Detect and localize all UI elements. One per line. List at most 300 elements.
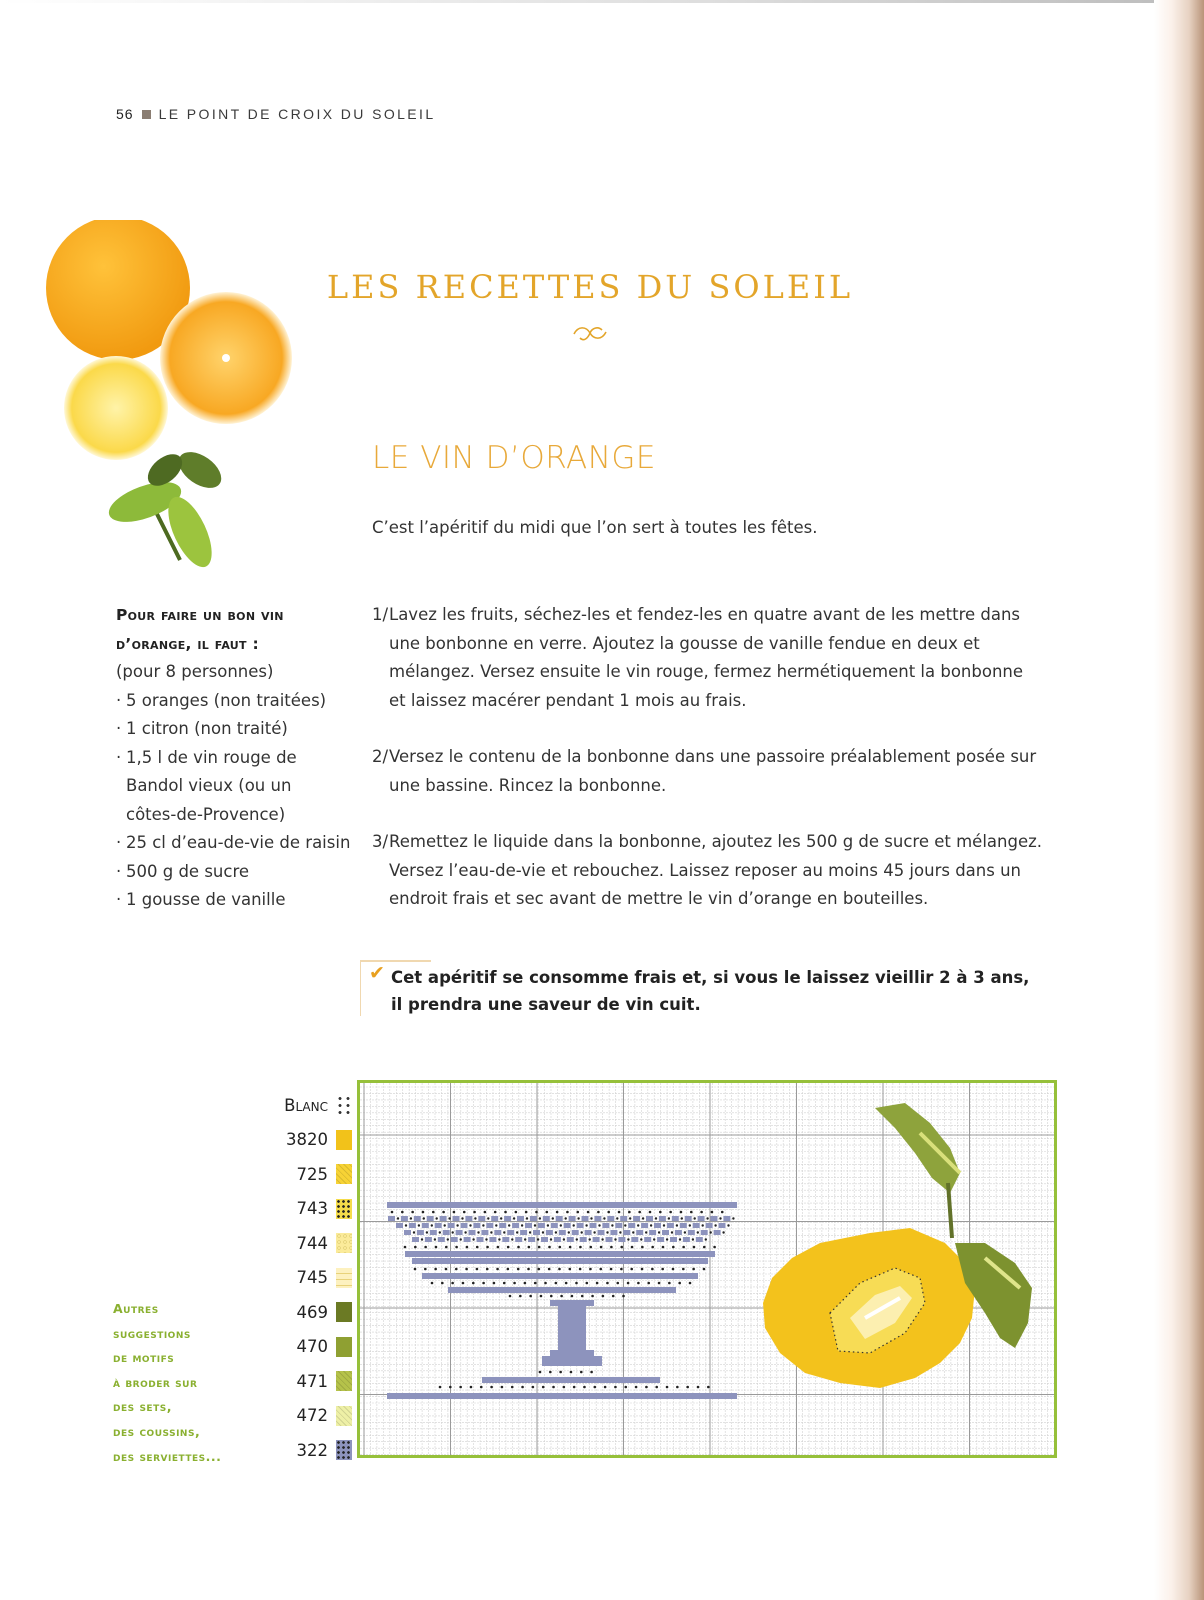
stitch-dot xyxy=(590,1371,593,1374)
stitch-dot xyxy=(465,1268,468,1271)
legend-item xyxy=(297,1302,353,1322)
stitch-dot xyxy=(672,1246,675,1249)
checkmark-icon: ✔ xyxy=(369,962,385,984)
stitch-dot xyxy=(413,1231,415,1233)
stitch-dot xyxy=(568,1231,570,1233)
stitch-dot xyxy=(637,1282,640,1285)
stitch-dot xyxy=(676,1386,679,1389)
tip-box xyxy=(360,960,1041,1016)
stitch-dot xyxy=(705,1238,707,1240)
stitch-dot xyxy=(556,1211,559,1214)
stitch-dot xyxy=(629,1217,631,1219)
bowl-check xyxy=(443,1230,450,1235)
stitch-dot xyxy=(410,1217,412,1219)
stitch-dot xyxy=(513,1282,516,1285)
stitch-dot xyxy=(565,1282,568,1285)
stitch-dot xyxy=(569,1246,572,1249)
stitch-dot xyxy=(569,1268,572,1271)
stitch-dot xyxy=(434,1238,436,1240)
stitch-dot xyxy=(490,1231,492,1233)
stitch-dot xyxy=(589,1246,592,1249)
stitch-dot xyxy=(503,1282,506,1285)
bowl-check xyxy=(538,1223,545,1228)
stitch-dot xyxy=(555,1282,558,1285)
stitch-dot xyxy=(641,1246,644,1249)
stitch-dot xyxy=(614,1238,616,1240)
ingredients-list xyxy=(116,601,356,915)
stitch-dot xyxy=(581,1295,584,1298)
stitch-dot xyxy=(521,1224,523,1226)
tip-text: Cet apéritif se consomme frais et, si vous le laissez vieillir 2 à 3 ans, il prendra une saveur de vin cuit. xyxy=(391,968,1030,1014)
stitch-dot xyxy=(624,1224,626,1226)
stitch-dot xyxy=(620,1268,623,1271)
stitch-dot xyxy=(645,1386,648,1389)
stitch-dot xyxy=(508,1224,510,1226)
stitch-dot xyxy=(637,1224,639,1226)
stitch-dot xyxy=(624,1386,627,1389)
bowl-check xyxy=(701,1230,708,1235)
stem-foot xyxy=(550,1350,594,1356)
bowl-check xyxy=(649,1230,656,1235)
stitch-dot xyxy=(661,1268,664,1271)
thread-code: 744 xyxy=(296,1233,328,1253)
stitch-dot xyxy=(448,1217,450,1219)
bowl-check xyxy=(543,1216,550,1221)
stitch-dot xyxy=(411,1211,414,1214)
stitch-dot xyxy=(697,1231,699,1233)
bowl-check xyxy=(417,1230,424,1235)
legend-item xyxy=(297,1337,353,1357)
legend-item xyxy=(286,1130,352,1150)
stitch-dot xyxy=(616,1282,619,1285)
stitch-dot xyxy=(476,1246,479,1249)
base xyxy=(482,1377,660,1383)
stitch-dot xyxy=(469,1224,471,1226)
bowl-check xyxy=(602,1223,609,1228)
stitch-dot xyxy=(600,1246,603,1249)
stitch-dot xyxy=(628,1211,631,1214)
stitch-dot xyxy=(655,1217,657,1219)
bowl-check xyxy=(598,1230,605,1235)
stitch-dot xyxy=(538,1268,541,1271)
stitch-dot xyxy=(594,1386,597,1389)
bowl-check xyxy=(409,1223,416,1228)
legend-item xyxy=(297,1440,353,1460)
stitch-dot xyxy=(640,1238,642,1240)
stitch-dot xyxy=(666,1238,668,1240)
stitch-dot xyxy=(439,1386,442,1389)
bowl-check xyxy=(636,1230,643,1235)
stitch-dot xyxy=(580,1371,583,1374)
legend-item xyxy=(297,1233,353,1253)
stitch-dot xyxy=(444,1224,446,1226)
stitch-dot xyxy=(455,1246,458,1249)
stitch-dot xyxy=(722,1231,724,1233)
bowl-check xyxy=(567,1237,574,1242)
thread-swatch xyxy=(336,1130,352,1150)
bowl-check xyxy=(719,1223,726,1228)
stitch-dot xyxy=(658,1282,661,1285)
stitch-dot xyxy=(686,1386,689,1389)
stitch-dot xyxy=(662,1246,665,1249)
stitch-dot xyxy=(532,1386,535,1389)
bowl-check xyxy=(430,1230,437,1235)
bowl-check xyxy=(683,1237,690,1242)
stitch-dot xyxy=(511,1386,514,1389)
legend-item xyxy=(284,1095,352,1115)
bowl-check xyxy=(675,1230,682,1235)
stitch-dot xyxy=(414,1268,417,1271)
stitch-dot xyxy=(573,1386,576,1389)
legend-item xyxy=(297,1268,353,1288)
stitch-dot xyxy=(418,1224,420,1226)
recipe-step: 2/ Versez le contenu de la bonbonne dans une passoire préalablement posée sur une bassine. Rincez la bonbonne. xyxy=(372,747,1037,795)
stitch-dot xyxy=(650,1224,652,1226)
bowl-check xyxy=(580,1237,587,1242)
stitch-dot xyxy=(423,1217,425,1219)
bowl-check xyxy=(502,1237,509,1242)
bowl-check xyxy=(594,1216,601,1221)
stitch-dot xyxy=(663,1224,665,1226)
stitch-dot xyxy=(598,1224,600,1226)
thread-swatch xyxy=(336,1233,352,1253)
bowl-check xyxy=(698,1216,705,1221)
thread-code: 745 xyxy=(296,1268,328,1287)
bowl-check xyxy=(582,1216,589,1221)
stitch-dot xyxy=(702,1224,704,1226)
bowl-check xyxy=(438,1237,445,1242)
stitch-dot xyxy=(618,1211,621,1214)
thread-code: 3820 xyxy=(286,1130,328,1149)
servings: (pour 8 personnes) xyxy=(116,662,274,681)
stitch-dot xyxy=(431,1282,434,1285)
stitch-dot xyxy=(589,1238,591,1240)
stitch-dot xyxy=(509,1295,512,1298)
running-header xyxy=(116,106,436,122)
stitch-dot xyxy=(462,1282,465,1285)
stitch-dot xyxy=(575,1282,578,1285)
bowl-check xyxy=(672,1216,679,1221)
bowl-check xyxy=(618,1237,625,1242)
stitch-dot xyxy=(668,1217,670,1219)
stitch-dot xyxy=(546,1211,549,1214)
stitch-dot xyxy=(719,1217,721,1219)
motif-suggestions: Autres suggestions de motifs à broder sur des sets, des coussins, des serviettes... xyxy=(113,1301,222,1464)
stitch-dot xyxy=(721,1211,724,1214)
stitch-dot xyxy=(680,1211,683,1214)
stitch-dot xyxy=(447,1238,449,1240)
bowl-check xyxy=(512,1223,519,1228)
stitch-dot xyxy=(507,1246,510,1249)
stitch-dot xyxy=(585,1224,587,1226)
stitch-dot xyxy=(606,1231,608,1233)
stitch-dot xyxy=(563,1386,566,1389)
bowl-check xyxy=(525,1223,532,1228)
stitch-dot xyxy=(694,1217,696,1219)
leaf-top xyxy=(875,1103,960,1193)
bowl-check xyxy=(569,1216,576,1221)
stitch-dot xyxy=(549,1371,552,1374)
recipe-steps xyxy=(372,601,1042,942)
thread-code: Blanc xyxy=(284,1095,328,1115)
stitch-dot xyxy=(453,1211,456,1214)
bowl-check xyxy=(440,1216,447,1221)
thread-swatch xyxy=(336,1268,352,1288)
thread-swatch xyxy=(336,1440,352,1460)
stitch-dot xyxy=(449,1386,452,1389)
bowl-check xyxy=(554,1237,561,1242)
stitch-dot xyxy=(732,1217,734,1219)
stitch-dot xyxy=(550,1238,552,1240)
stitch-dot xyxy=(645,1231,647,1233)
bowl-check xyxy=(585,1230,592,1235)
stitch-dot xyxy=(434,1268,437,1271)
stitch-dot xyxy=(671,1231,673,1233)
bowl-check xyxy=(388,1216,395,1221)
stitch-dot xyxy=(391,1211,394,1214)
bowl-check xyxy=(422,1223,429,1228)
bowl-check xyxy=(657,1237,664,1242)
recipe-title: LE VIN D’ORANGE xyxy=(372,440,657,476)
stitch-dot xyxy=(485,1238,487,1240)
stitch-dot xyxy=(552,1217,554,1219)
stitch-dot xyxy=(710,1231,712,1233)
thread-code: 743 xyxy=(296,1199,328,1218)
stitch-dot xyxy=(589,1268,592,1271)
bowl-check xyxy=(464,1237,471,1242)
legend-item xyxy=(297,1164,353,1184)
stitch-dot xyxy=(529,1231,531,1233)
thread-code: 469 xyxy=(296,1302,328,1322)
stitch-dot xyxy=(579,1268,582,1271)
stitch-dot xyxy=(544,1282,547,1285)
book-binding-shadow xyxy=(1154,0,1204,1600)
stitch-dot xyxy=(651,1268,654,1271)
ingredient-item: · 1 gousse de vanille xyxy=(116,890,286,909)
stitch-dot xyxy=(401,1211,404,1214)
stitch-dot xyxy=(692,1268,695,1271)
ingredients-heading-line: d’orange, il faut : xyxy=(116,634,260,653)
thread-code: 472 xyxy=(296,1406,328,1425)
stitch-dot xyxy=(627,1282,630,1285)
section-title: LES RECETTES DU SOLEIL xyxy=(326,268,854,306)
thread-swatch xyxy=(336,1337,352,1357)
stitch-dot xyxy=(501,1386,504,1389)
stitch-dot xyxy=(727,1224,729,1226)
stitch-dot xyxy=(560,1295,563,1298)
bowl-check xyxy=(615,1223,622,1228)
bowl-check xyxy=(504,1216,511,1221)
stitch-dot xyxy=(614,1386,617,1389)
page-number: 56 xyxy=(116,106,134,122)
bowl-check xyxy=(662,1230,669,1235)
stitch-dot xyxy=(690,1211,693,1214)
stitch-dot xyxy=(577,1217,579,1219)
stitch-dot xyxy=(566,1211,569,1214)
stitch-dot xyxy=(451,1282,454,1285)
stitch-dot xyxy=(542,1231,544,1233)
bowl-check xyxy=(541,1237,548,1242)
thread-swatch xyxy=(336,1164,352,1184)
bowl-check xyxy=(551,1223,558,1228)
stitch-dot xyxy=(684,1231,686,1233)
stitch-dot xyxy=(593,1231,595,1233)
ingredient-item: · 500 g de sucre xyxy=(116,861,250,881)
stitch-dot xyxy=(581,1231,583,1233)
stitch-dot xyxy=(494,1211,497,1214)
flourish-ornament-icon xyxy=(570,322,610,344)
bowl-check xyxy=(606,1237,613,1242)
stitch-dot xyxy=(432,1211,435,1214)
stitch-dot xyxy=(550,1295,553,1298)
stitch-dot xyxy=(476,1268,479,1271)
bowl-rim xyxy=(387,1202,737,1208)
stitch-dot xyxy=(573,1224,575,1226)
bowl-check xyxy=(448,1223,455,1228)
stitch-dot xyxy=(596,1282,599,1285)
ingredient-item: · 1 citron (non traité) xyxy=(116,719,288,738)
stitch-dot xyxy=(603,1217,605,1219)
stitch-dot xyxy=(597,1211,600,1214)
stitch-dot xyxy=(441,1282,444,1285)
stitch-dot xyxy=(507,1268,510,1271)
bowl-check xyxy=(633,1216,640,1221)
stitch-dot xyxy=(619,1231,621,1233)
stitch-dot xyxy=(445,1268,448,1271)
stitch-dot xyxy=(655,1386,658,1389)
bowl-check xyxy=(401,1216,408,1221)
stitch-dot xyxy=(649,1211,652,1214)
stitch-dot xyxy=(436,1217,438,1219)
stitch-dot xyxy=(552,1386,555,1389)
bowl-check xyxy=(478,1216,485,1221)
stitch-dot xyxy=(622,1295,625,1298)
stitch-dot xyxy=(607,1211,610,1214)
thread-code: 322 xyxy=(296,1440,328,1460)
stitch-dot xyxy=(672,1268,675,1271)
stitch-dot xyxy=(484,1211,487,1214)
stitch-dot xyxy=(542,1386,545,1389)
stitch-dot xyxy=(526,1217,528,1219)
ingredient-item-continued: Bandol vieux (ou un xyxy=(126,776,292,795)
stitch-dot xyxy=(606,1282,609,1285)
bowl-band xyxy=(412,1258,708,1264)
recipe-intro: C’est l’apéritif du midi que l’on sert à toutes les fêtes. xyxy=(372,518,818,537)
stitch-dot xyxy=(534,1282,537,1285)
stitch-dot xyxy=(559,1246,562,1249)
bowl-check xyxy=(711,1216,718,1221)
bowl-check xyxy=(404,1230,411,1235)
stitch-dot xyxy=(697,1386,700,1389)
bowl-check xyxy=(473,1223,480,1228)
stitch-dot xyxy=(397,1217,399,1219)
stitch-dot xyxy=(521,1386,524,1389)
stitch-dot xyxy=(641,1268,644,1271)
stitch-dot xyxy=(560,1224,562,1226)
stitch-dot xyxy=(435,1246,438,1249)
stitch-dot xyxy=(442,1211,445,1214)
ingredient-item: · 25 cl d’eau-de-vie de raisin xyxy=(116,833,351,852)
stitch-dot xyxy=(493,1282,496,1285)
stitch-dot xyxy=(666,1386,669,1389)
bowl-check xyxy=(533,1230,540,1235)
stitch-dot xyxy=(497,1246,500,1249)
page-top-edge xyxy=(0,0,1204,3)
bowl-check xyxy=(714,1230,721,1235)
bowl-check xyxy=(425,1237,432,1242)
bowl-check xyxy=(680,1223,687,1228)
stitch-dot xyxy=(700,1211,703,1214)
legend-item xyxy=(297,1371,353,1391)
stitch-dot xyxy=(583,1386,586,1389)
stitch-dot xyxy=(495,1224,497,1226)
stitch-dot xyxy=(472,1238,474,1240)
stem xyxy=(558,1306,586,1350)
stitch-dot xyxy=(486,1246,489,1249)
stitch-dot xyxy=(631,1246,634,1249)
bowl-check xyxy=(644,1237,651,1242)
thread-swatch xyxy=(336,1371,352,1391)
stitch-dot xyxy=(703,1246,706,1249)
lemon-stem xyxy=(948,1183,952,1238)
stitch-dot xyxy=(517,1246,520,1249)
stitch-dot xyxy=(540,1295,543,1298)
bowl-check xyxy=(528,1237,535,1242)
stitch-dot xyxy=(463,1211,466,1214)
stem-top xyxy=(550,1300,594,1306)
bowl-check xyxy=(723,1216,730,1221)
stitch-dot xyxy=(635,1386,638,1389)
square-bullet-icon xyxy=(142,110,151,119)
base-plate xyxy=(387,1393,737,1399)
stitch-dot xyxy=(602,1295,605,1298)
stitch-dot xyxy=(527,1268,530,1271)
bowl-check xyxy=(427,1216,434,1221)
stitch-dot xyxy=(679,1238,681,1240)
bowl-check xyxy=(530,1216,537,1221)
stitch-dot xyxy=(503,1231,505,1233)
recipe-step: 3/ Remettez le liquide dans la bonbonne, ajoutez les 500 g de sucre et mélangez. Versez l’eau-de-vie et rebouchez. Laissez reposer au moins 45 jours dans un endroit frais et sec avant de mettre le vin d’orange en bouteilles. xyxy=(372,832,1042,908)
stitch-dot xyxy=(439,1231,441,1233)
stitch-dot xyxy=(610,1246,613,1249)
stitch-dot xyxy=(587,1211,590,1214)
stitch-dot xyxy=(460,1238,462,1240)
stitch-dot xyxy=(713,1246,716,1249)
stitch-dot xyxy=(472,1282,475,1285)
stitch-dot xyxy=(703,1268,706,1271)
stitch-dot xyxy=(558,1268,561,1271)
stitch-dot xyxy=(459,1386,462,1389)
stitch-dot xyxy=(601,1238,603,1240)
stitch-grid xyxy=(360,1083,1054,1455)
bowl-check xyxy=(696,1237,703,1242)
stitch-dot xyxy=(693,1246,696,1249)
stitch-dot xyxy=(424,1268,427,1271)
bowl-check xyxy=(499,1223,506,1228)
stitch-dot xyxy=(678,1282,681,1285)
stitch-dot xyxy=(498,1238,500,1240)
bowl-check xyxy=(706,1223,713,1228)
legend-item xyxy=(297,1406,353,1426)
thread-code: 471 xyxy=(296,1371,328,1391)
thread-swatch xyxy=(336,1095,352,1115)
stitch-dot xyxy=(579,1246,582,1249)
stitch-dot xyxy=(519,1295,522,1298)
bowl-check xyxy=(491,1216,498,1221)
stitch-dot xyxy=(517,1268,520,1271)
legend-item xyxy=(297,1199,353,1219)
stitch-dot xyxy=(421,1238,423,1240)
